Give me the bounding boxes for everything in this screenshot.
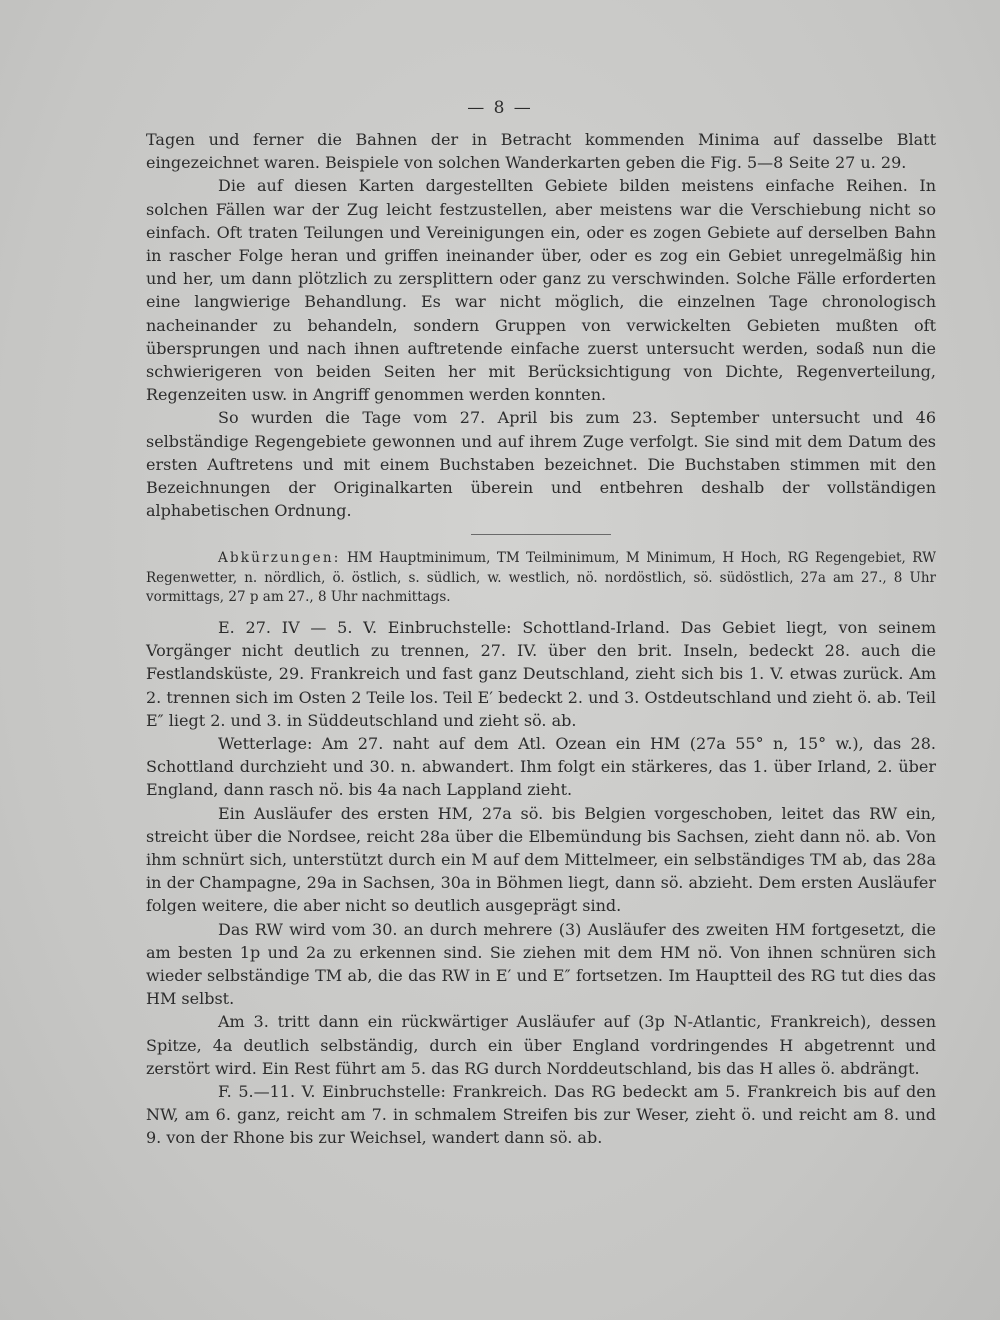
paragraph: Wetterlage: Am 27. naht auf dem Atl. Ozean ein HM (27a 55° n, 15° w.), das 28. Schottland durchzieht und 30. n. abwandert. Ihm folgt ein stärkeres, das 1. über Irland, 2. über England, dann rasch nö. bis 4a nach Lappland zieht. xyxy=(146,733,936,800)
paragraph: Tagen und ferner die Bahnen der in Betracht kommenden Minima auf dasselbe Blatt eingezeichnet waren. Beispiele von solchen Wanderkarten geben die Fig. 5—8 Seite 27 u. 29. xyxy=(146,130,936,173)
body-text xyxy=(146,128,936,1150)
paragraph: E. 27. IV — 5. V. Einbruchstelle: Schottland-Irland. Das Gebiet liegt, von seinem Vorgänger nicht deutlich zu trennen, 27. IV. über den brit. Inseln, bedeckt 28. auch die Festlandsküste, 29. Frankreich und fast ganz Deutschland, zieht sich bis 1. V. etwas zurück. Am 2. trennen sich im Osten 2 Teile los. Teil E′ bedeckt 2. und 3. Ostdeutschland und zieht ö. ab. Teil E″ liegt 2. und 3. in Süddeutschland und zieht sö. ab. xyxy=(146,617,936,730)
page-number: — 8 — xyxy=(467,98,533,118)
abbreviations-note xyxy=(146,549,936,608)
section-divider xyxy=(471,534,611,535)
abbreviations-label: Abkürzungen: xyxy=(218,550,341,567)
abbreviations-text: HM Hauptminimum, TM Teilminimum, M Minimum, H Hoch, RG Regengebiet, RW Regenwetter, n. nördlich, ö. östlich, s. südlich, w. westlich, nö. nordöstlich, sö. südöstlich, 27a am 27., 8 Uhr vormittags, 27 p am 27., 8 Uhr nachmittags. xyxy=(146,550,936,606)
paragraph: F. 5.—11. V. Einbruchstelle: Frankreich. Das RG bedeckt am 5. Frankreich bis auf den NW, am 6. ganz, reicht am 7. in schmalem Streifen bis zur Weser, zieht ö. und reicht am 8. und 9. von der Rhone bis zur Weichsel, wandert dann sö. ab. xyxy=(146,1082,936,1148)
paragraph: Ein Ausläufer des ersten HM, 27a sö. bis Belgien vorgeschoben, leitet das RW ein, streicht über die Nordsee, reicht 28a über die Elbemündung bis Sachsen, zieht dann nö. ab. Von ihm schnürt sich, unterstützt durch ein M auf dem Mittelmeer, ein selbständiges TM ab, das 28a in der Champagne, 29a in Sachsen, 30a in Böhmen liegt, dann sö. abzieht. Dem ersten Ausläufer folgen weitere, die aber nicht so deutlich ausgeprägt sind. xyxy=(146,803,936,916)
paragraph: So wurden die Tage vom 27. April bis zum 23. September untersucht und 46 selbständige Regengebiete gewonnen und auf ihrem Zuge verfolgt. Sie sind mit dem Datum des ersten Auftretens und mit einem Buchstaben bezeichnet. Die Buchstaben stimmen mit den Bezeichnungen der Originalkarten überein und entbehren deshalb der vollständigen alphabetischen Ordnung. xyxy=(146,408,936,521)
paragraph: Am 3. tritt dann ein rückwärtiger Ausläufer auf (3p N-Atlantic, Frankreich), dessen Spitze, 4a deutlich selbständig, durch ein über England vordringendes H abgetrennt und zerstört wird. Ein Rest führt am 5. das RG durch Norddeutschland, bis das H alles ö. abdrängt. xyxy=(146,1012,936,1078)
paragraph: Das RW wird vom 30. an durch mehrere (3) Ausläufer des zweiten HM fortgesetzt, die am besten 1p und 2a zu erkennen sind. Sie ziehen mit dem HM nö. Von ihnen schnüren sich wieder selbständige TM ab, die das RW in E′ und E″ fortsetzen. Im Hauptteil des RG tut dies das HM selbst. xyxy=(146,919,936,1009)
paragraph: Die auf diesen Karten dargestellten Gebiete bilden meistens einfache Reihen. In solchen Fällen war der Zug leicht festzustellen, aber meistens war die Verschiebung nicht so einfach. Oft traten Teilungen und Vereinigungen ein, oder es zogen Gebiete auf derselben Bahn in rascher Folge heran und griffen ineinander über, oder es zog ein Gebiet unregelmäßig hin und her, um dann plötzlich zu zersplittern oder ganz zu verschwinden. Solche Fälle erforderten eine langwierige Behandlung. Es war nicht möglich, die einzelnen Tage chronologisch nacheinander zu behandeln, sondern Gruppen von verwickelten Gebieten mußten oft übersprungen und nach ihnen auftretende einfache zuerst untersucht werden, sodaß nun die schwierigeren von beiden Seiten her mit Berücksichtigung von Dichte, Regenverteilung, Regenzeiten usw. in Angriff genommen werden konnten. xyxy=(146,176,936,405)
